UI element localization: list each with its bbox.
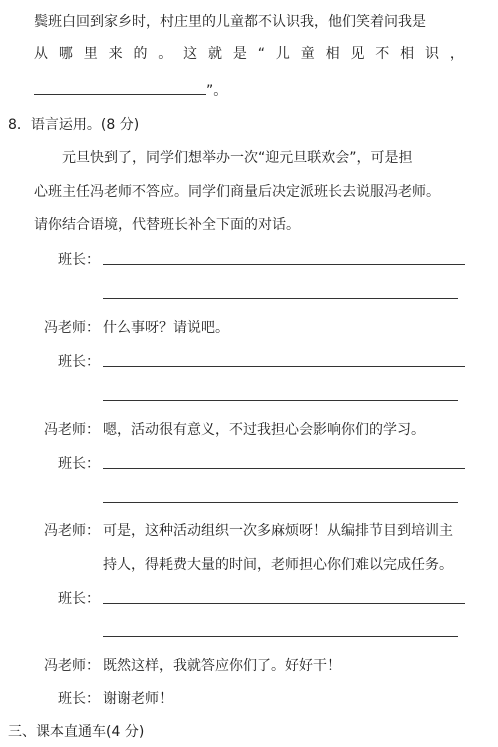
intro-line-2-char: 识	[425, 46, 440, 62]
intro-line-2-char: 见	[350, 46, 365, 62]
teacher-dialogue-4: 既然这样，我就答应你们了。好好干！	[103, 658, 341, 674]
speaker-teacher: 冯老师：	[44, 523, 100, 539]
intro-line-2-char: 是	[232, 46, 247, 62]
teacher-dialogue-1: 什么事呀？请说吧。	[103, 320, 229, 336]
answer-line[interactable]	[103, 298, 458, 299]
intro-line-2-char: ，	[449, 46, 464, 62]
answer-line[interactable]	[103, 603, 465, 604]
question-8-heading: 8．语言运用。(8 分)	[8, 117, 140, 133]
intro-line-2-char: 来	[108, 46, 123, 62]
intro-line-3	[34, 80, 227, 101]
speaker-monitor: 班长：	[58, 456, 100, 472]
answer-line[interactable]	[103, 468, 465, 469]
closing-quote: ”。	[206, 83, 228, 99]
prompt-line-3: 请你结合语境，代替班长补全下面的对话。	[34, 217, 300, 233]
speaker-monitor: 班长：	[58, 591, 100, 607]
prompt-line-2: 心班主任冯老师不答应。同学们商量后决定派班长去说服冯老师。	[34, 184, 440, 200]
intro-line-2-char: 童	[300, 46, 315, 62]
intro-line-2-char: 的	[133, 46, 148, 62]
intro-line-2-char: 儿	[275, 46, 290, 62]
teacher-dialogue-3b: 持人，得耗费大量的时间，老师担心你们难以完成任务。	[103, 557, 453, 573]
teacher-dialogue-2: 嗯，活动很有意义，不过我担心会影响你们的学习。	[103, 422, 425, 438]
answer-line[interactable]	[103, 400, 458, 401]
intro-line-2-char: “	[257, 46, 265, 62]
section-3-heading: 三、课本直通车(4 分)	[8, 724, 145, 740]
intro-line-2-char: 这	[183, 46, 198, 62]
answer-blank[interactable]	[34, 80, 206, 95]
intro-line-2-char: 就	[208, 46, 223, 62]
speaker-teacher: 冯老师：	[44, 320, 100, 336]
intro-line-2-char: 相	[400, 46, 415, 62]
intro-line-2-char: 从	[34, 46, 48, 62]
speaker-teacher: 冯老师：	[44, 658, 100, 674]
answer-line[interactable]	[103, 264, 465, 265]
intro-line-2-char: 。	[158, 46, 173, 62]
speaker-teacher: 冯老师：	[44, 422, 100, 438]
prompt-line-1: 元旦快到了，同学们想举办一次“迎元旦联欢会”，可是担	[62, 150, 413, 166]
monitor-final-reply: 谢谢老师！	[103, 691, 173, 707]
speaker-monitor: 班长：	[58, 691, 100, 707]
teacher-dialogue-3a: 可是，这种活动组织一次多麻烦呀！从编排节目到培训主	[103, 523, 453, 539]
intro-line-2-char: 里	[83, 46, 98, 62]
intro-line-2	[34, 44, 464, 64]
intro-line-2-char: 哪	[58, 46, 73, 62]
intro-line-1: 鬓班白回到家乡时，村庄里的儿童都不认识我，他们笑着问我是	[34, 14, 426, 30]
answer-line[interactable]	[103, 636, 458, 637]
answer-line[interactable]	[103, 366, 465, 367]
answer-line[interactable]	[103, 502, 458, 503]
speaker-monitor: 班长：	[58, 354, 100, 370]
intro-line-2-char: 不	[375, 46, 390, 62]
speaker-monitor: 班长：	[58, 252, 100, 268]
intro-line-2-char: 相	[325, 46, 340, 62]
